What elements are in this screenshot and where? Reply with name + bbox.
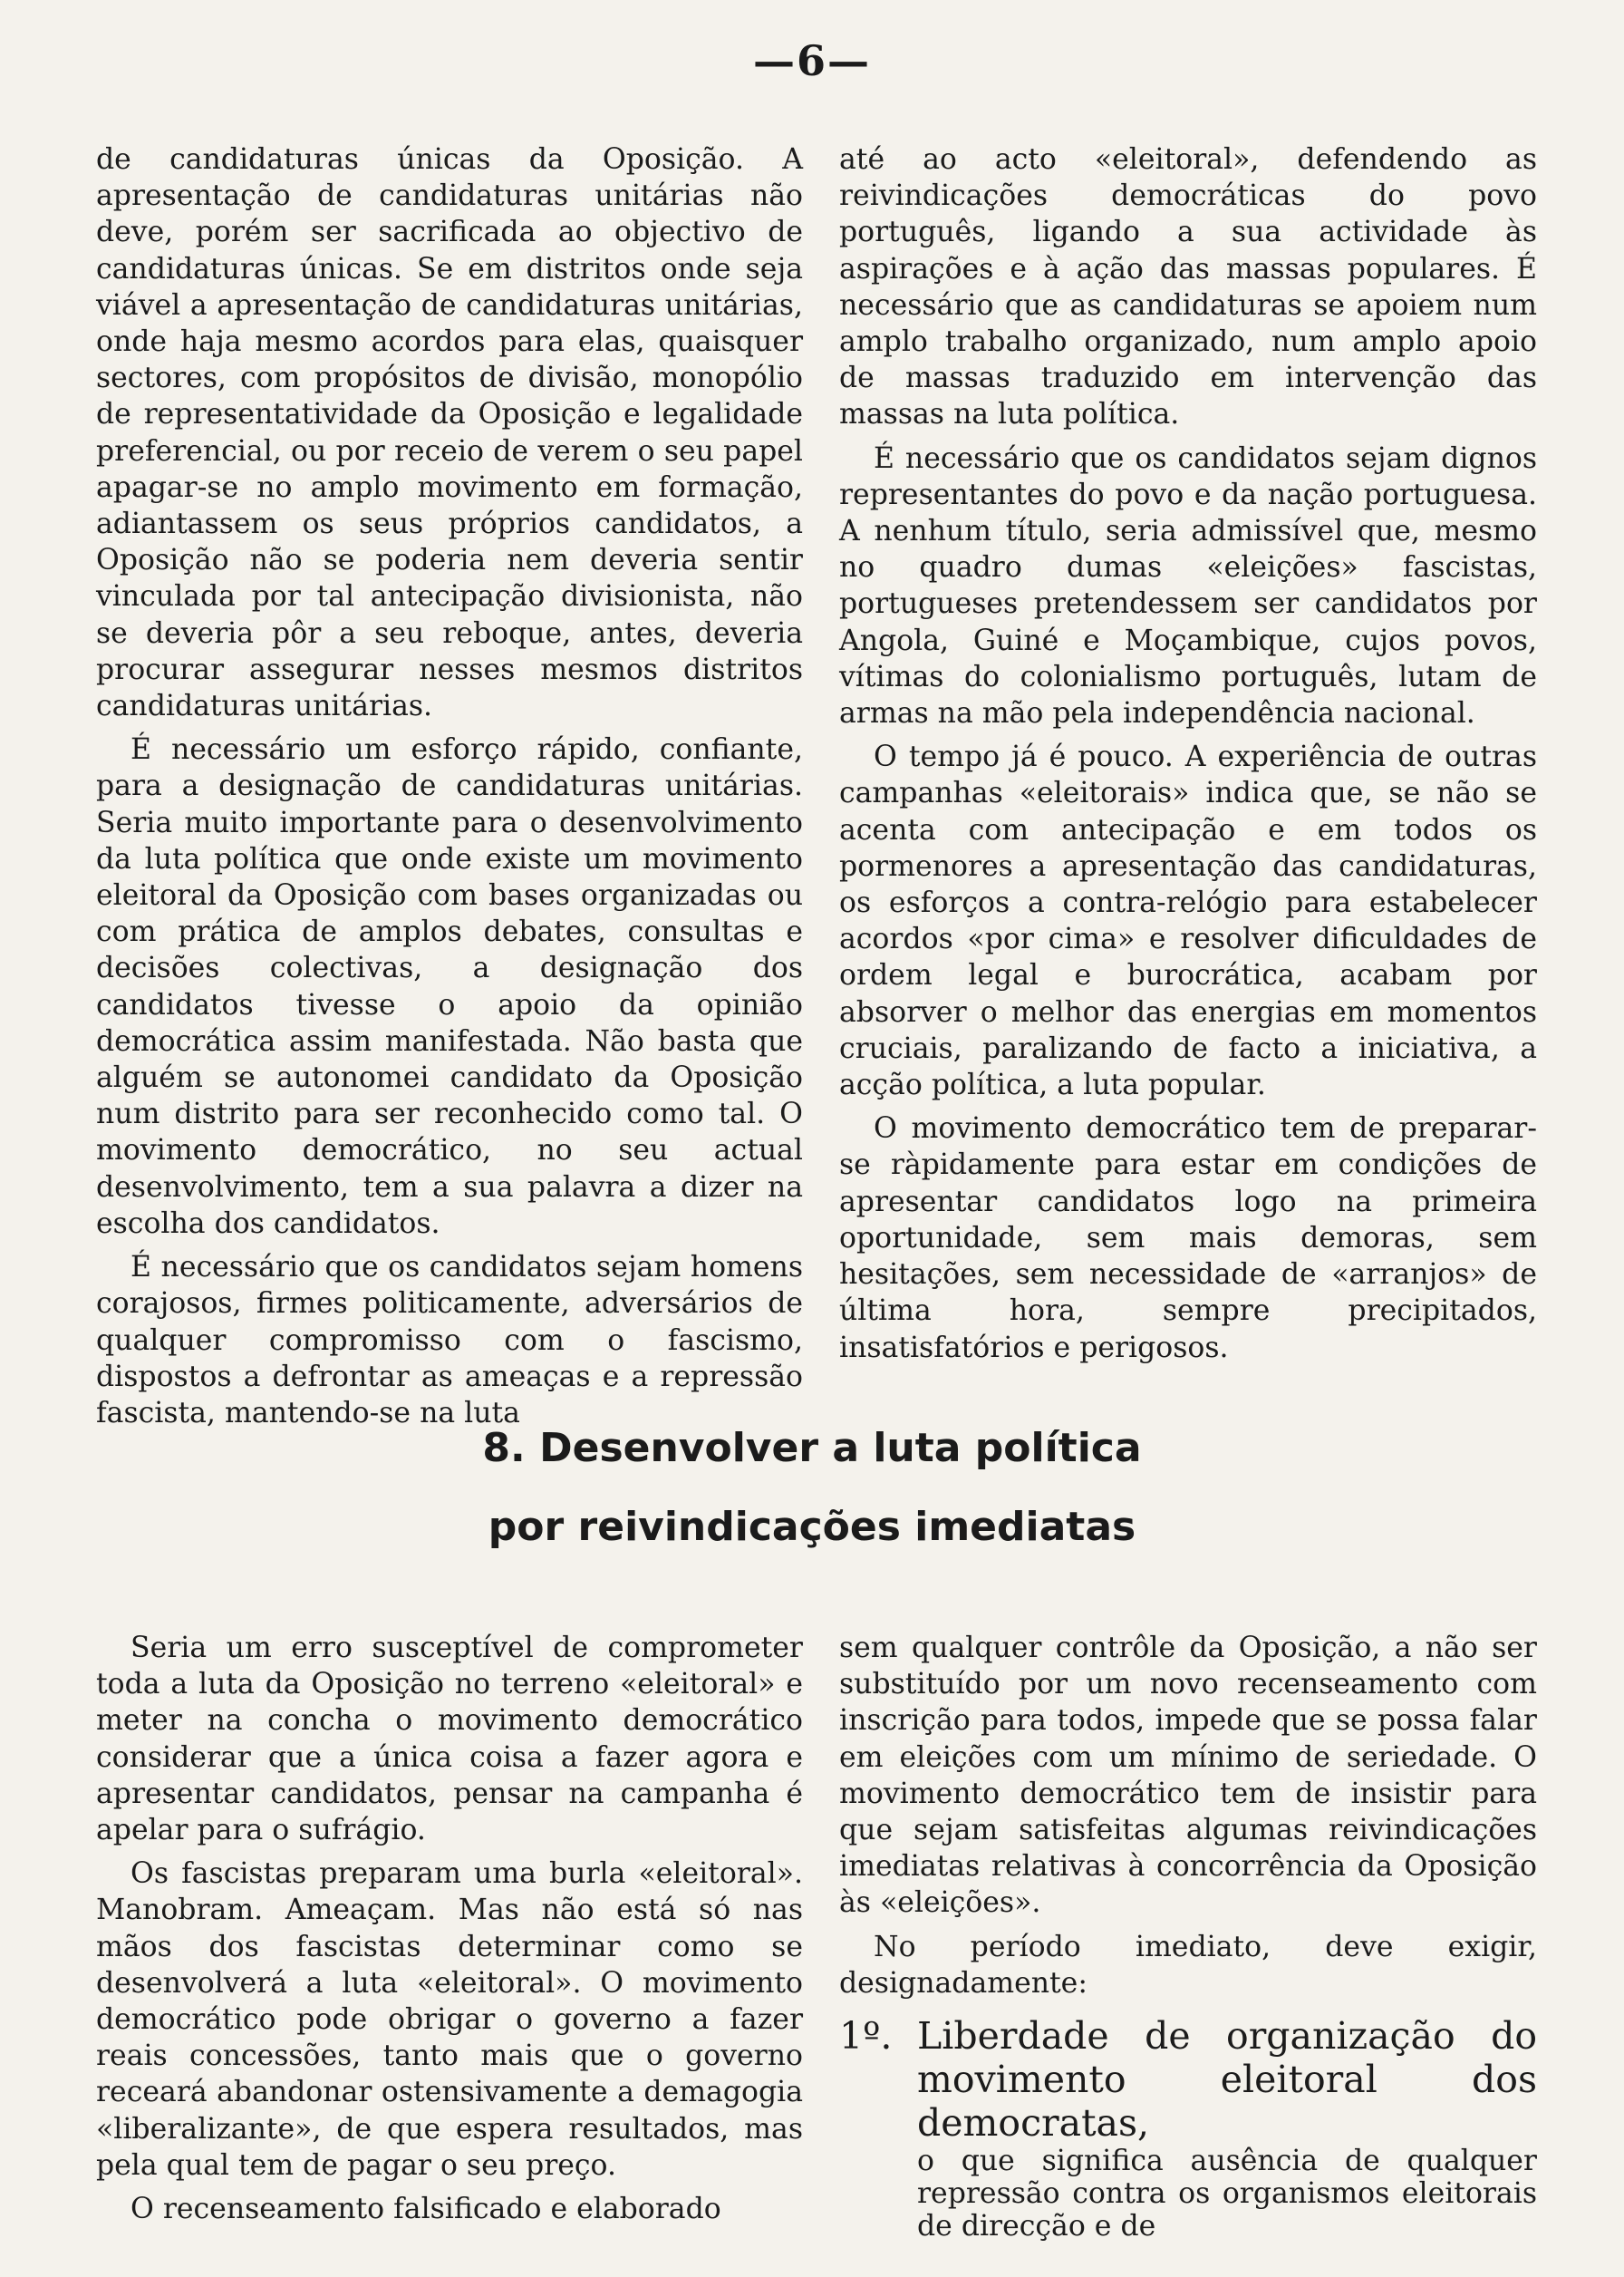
list-item-body: [917, 2014, 1537, 2243]
paragraph: Os fascistas preparam uma burla «eleitoral». Manobram. Ameaçam. Mas não está só nas mãos dos fascistas determinar como se desenvolverá a luta «eleitoral». O movimento democrático pode obrigar o governo a fazer reais concessões, tanto mais que o governo receará abandonar ostensivamente a demagogia «liberalizante», de que espera resultados, mas pela qual tem de pagar o seu preço.: [96, 1857, 803, 2182]
list-item-number: 1º.: [839, 2014, 893, 2059]
section-heading-line2: [0, 1500, 1624, 1555]
page-number: —6—: [752, 36, 871, 85]
paragraph: O movimento democrático tem de preparar-se ràpidamente para estar em condições de apresentar candidatos logo na primeira oportunidade, sem mais demoras, sem hesitações, sem necessidade de «arranjos» de última hora, sempre precipitados, insatisfatórios e perigosos.: [839, 1112, 1537, 1364]
section-title-line2: por reivindicações imediatas: [488, 1504, 1136, 1550]
paragraph: O tempo já é pouco. A experiência de outras campanhas «eleitorais» indica que, se não se acenta com antecipação e em todos os pormenores a apresentação das candidaturas, os esforços a contra-relógio para estabelecer acordos «por cima» e resolver dificuldades de ordem legal e burocrática, acabam por absorver o melhor das energias em momentos cruciais, paralizando de facto a iniciativa, a acção política, a luta popular.: [839, 741, 1537, 1102]
section-title-line1: Desenvolver a luta política: [539, 1425, 1142, 1471]
section-number: 8.: [482, 1425, 526, 1471]
paragraph: No período imediato, deve exigir, designadamente:: [839, 1930, 1537, 2000]
paragraph: Seria um erro susceptível de comprometer toda a luta da Oposição no terreno «eleitoral» e meter na concha o movimento democrático considerar que a única coisa a fazer agora e apresentar candidatos, pensar na campanha é apelar para o sufrágio.: [96, 1632, 803, 1847]
bottom-right-column: [839, 1630, 1537, 2243]
list-item-lead: Liberdade de organização do movimento eleitoral dos democratas,: [917, 2014, 1537, 2146]
top-right-column: [839, 141, 1537, 1373]
top-left-column: [96, 141, 803, 1439]
paragraph: de candidaturas únicas da Oposição. A apresentação de candidaturas unitárias não deve, porém ser sacrificada ao objectivo de candidaturas únicas. Se em distritos onde seja viável a apresentação de candidaturas unitárias, onde haja mesmo acordos para elas, quaisquer sectores, com propósitos de divisão, monopólio de representatividade da Oposição e legalidade preferencial, ou por receio de verem o seu papel apagar-se no amplo movimento em formação, adiantassem os seus próprios candidatos, a Oposição não se poderia nem deveria sentir vinculada por tal antecipação divisionista, não se deveria pôr a seu reboque, antes, deveria procurar assegurar nesses mesmos distritos candidaturas unitárias.: [96, 143, 803, 723]
paragraph: É necessário um esforço rápido, confiante, para a designação de candidaturas unitárias. Seria muito importante para o desenvolvimento da luta política que onde existe um movimento eleitoral da Oposição com bases organizadas ou com prática de amplos debates, consultas e decisões colectivas, a designação dos candidatos tivesse o apoio da opinião democrática assim manifestada. Não basta que alguém se autonomei candidato da Oposição num distrito para ser reconhecido como tal. O movimento democrático, no seu actual desenvolvimento, tem a sua palavra a dizer na escolha dos candidatos.: [96, 733, 803, 1240]
paragraph: sem qualquer contrôle da Oposição, a não ser substituído por um novo recenseamento com inscrição para todos, impede que se possa falar em eleições com um mínimo de seriedade. O movimento democrático tem de insistir para que sejam satisfeitas algumas reivindicações imediatas relativas à concorrência da Oposição às «eleições».: [839, 1632, 1537, 1920]
paragraph: até ao acto «eleitoral», defendendo as reivindicações democráticas do povo português, ligando a sua actividade às aspirações e à ação das massas populares. É necessário que as candidaturas se apoiem num amplo trabalho organizado, num amplo apoio de massas traduzido em intervenção das massas na luta política.: [839, 143, 1537, 431]
paragraph: É necessário que os candidatos sejam dignos representantes do povo e da nação portuguesa. A nenhum título, seria admissível que, mesmo no quadro dumas «eleições» fascistas, portugueses pretendessem ser candidatos por Angola, Guiné e Moçambique, cujos povos, vítimas do colonialismo português, lutam de armas na mão pela independência nacional.: [839, 441, 1537, 731]
bottom-left-column: [96, 1630, 803, 2234]
list-item: [839, 2014, 1537, 2243]
paragraph: O recenseamento falsificado e elaborado: [130, 2193, 721, 2226]
paragraph: É necessário que os candidatos sejam homens corajosos, firmes politicamente, adversários de qualquer compromisso com o fascismo, dispostos a defrontar as ameaças e a repressão fascista, mantendo-se na luta: [96, 1251, 803, 1429]
section-heading: [0, 1421, 1624, 1476]
list-item-rest: o que significa ausência de qualquer repressão contra os organismos eleitorais de direcção e de: [917, 2145, 1537, 2243]
